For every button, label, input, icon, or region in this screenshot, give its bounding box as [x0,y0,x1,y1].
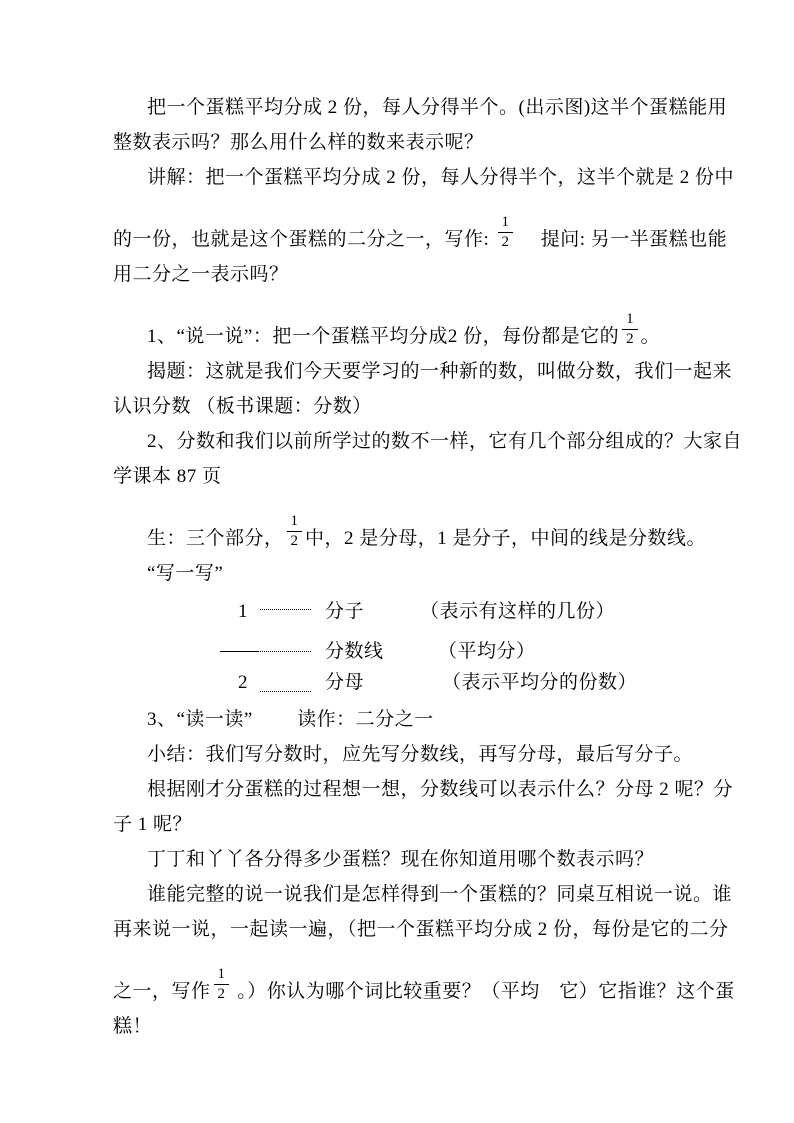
doc-line [113,354,733,389]
fraction-one-half [287,513,303,550]
fraction-one-half [622,311,638,348]
doc-line [113,494,723,556]
doc-line [113,389,723,424]
text-segment: 认识分数 （板书课题：分数） [113,396,372,417]
fill-blank-row-numerator [113,591,723,629]
text-segment: 提问: 另一半蛋糕也能 [516,229,728,250]
fraction-numerator: 1 [622,311,638,330]
text-segment: 整数表示吗？那么用什么样的数来表示呢？ [113,132,484,153]
text-segment: 2、分数和我们以前所学过的数不一样，它有几个部分组成的？大家自 [147,431,743,452]
text-segment: “写一写” [147,563,224,584]
fraction-numerator: 1 [214,966,230,985]
text-segment: 把一个蛋糕平均分成 2 份，每人分得半个。(出示图)这半个蛋糕能用 [147,97,728,118]
document-body [113,90,743,1044]
text-segment: 1、“说一说”：把一个蛋糕平均分成2 份，每份都是它的 [147,326,620,347]
text-segment: 糕！ [113,1016,153,1037]
doc-line [113,912,729,947]
doc-line [113,702,723,737]
doc-line [113,842,723,877]
numerator-note: （表示有这样的几份） [420,601,616,622]
text-segment: 学课本 87 页 [113,466,222,487]
doc-line [113,292,723,354]
numerator-label: 分子 [325,601,365,622]
text-segment: 用二分之一表示吗？ [113,264,289,285]
text-segment: 子 1 呢？ [113,814,193,835]
text-segment: 讲解：把一个蛋糕平均分成 2 份，每人分得半个，这半个就是 2 份中 [147,167,735,188]
text-segment: 丁丁和丫丫各分得多少蛋糕？现在你知道用哪个数表示吗？ [147,849,655,870]
doc-line [113,737,723,772]
fraction-denominator: 2 [501,234,510,250]
doc-line [113,160,735,195]
text-segment: 3、“读一读” 读作：二分之一 [147,709,434,730]
text-segment: 再来说一说，一起读一遍，（把一个蛋糕平均分成 2 份，每份是它的二分 [113,919,729,940]
numerator-value: 1 [238,601,248,622]
denominator-value: 2 [238,672,248,693]
fraction-bar-line [220,651,259,652]
doc-line [113,424,743,459]
fraction-bar-label: 分数线 [325,641,384,662]
dotted-line [260,651,311,652]
text-segment: 。 [640,326,661,347]
fraction-numerator: 1 [287,513,303,532]
doc-line [113,125,723,160]
text-segment: 中，2 是分母，1 是分子，中间的线是分数线。 [305,528,707,549]
dotted-line [260,691,311,692]
text-segment: 。）你认为哪个词比较重要？（平均 它）它指谁？这个蛋 [232,981,735,1002]
dotted-line [260,609,311,610]
text-segment: 小结：我们写分数时，应先写分数线，再写分母，最后写分子。 [147,744,694,765]
fraction-one-half [214,966,230,1003]
fraction-bar-note: （平均分） [438,641,536,662]
text-segment: 揭题：这就是我们今天要学习的一种新的数，叫做分数，我们一起来 [147,361,733,382]
fraction-denominator: 2 [217,986,226,1002]
fill-blank-row-fraction-bar [113,629,723,667]
fraction-one-half [498,214,514,251]
text-segment: 谁能完整的说一说我们是怎样得到一个蛋糕的？同桌互相说一说。谁 [147,884,733,905]
doc-line [113,877,733,912]
doc-line [113,772,734,807]
fill-blank-row-denominator [113,667,723,702]
doc-line [113,459,723,494]
doc-line [113,257,723,292]
text-segment: 根据刚才分蛋糕的过程想一想，分数线可以表示什么？分母 2 呢？分 [147,779,734,800]
fraction-denominator: 2 [626,331,634,347]
text-segment: 之一，写作 [113,981,211,1002]
doc-line [113,556,723,591]
doc-line [113,90,728,125]
text-segment: 的一份，也就是这个蛋糕的二分之一，写作: [113,229,495,250]
fraction-denominator: 2 [290,533,299,549]
denominator-note: （表示平均分的份数） [442,672,638,693]
fraction-numerator: 1 [498,214,514,233]
doc-line [113,1009,723,1044]
doc-line [113,947,735,1009]
denominator-label: 分母 [325,672,365,693]
doc-line [113,195,728,257]
text-segment: 生：三个部分， [147,528,284,549]
doc-line [113,807,723,842]
